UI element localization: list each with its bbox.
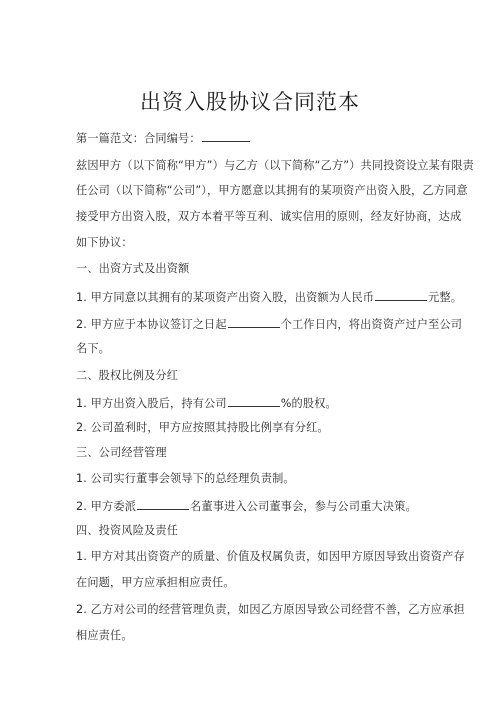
clause-3-1: 1. 公司实行董事会领导下的总经理负责制。 [76,472,295,485]
clause-4-1: 1. 甲方对其出资资产的质量、价值及权属负责，如因甲方原因导致出资资产存 [76,550,465,563]
days-blank [228,316,280,328]
amount-blank [375,289,427,301]
document-title: 出资入股协议合同范本 [140,90,360,114]
clause-text: 2. 甲方委派 [76,500,137,513]
section-heading-2: 二、股权比例及分红 [76,369,179,382]
share-percent-blank [228,395,280,407]
clause-2-2: 2. 公司盈利时，甲方应按照其持股比例享有分红。 [76,421,329,434]
clause-1-2-cont: 名下。 [76,342,111,355]
clause-text: 个工作日内，将出资资产过户至公司 [280,318,463,331]
clause-text: 2. 甲方应于本协议签订之日起 [76,318,227,331]
clause-text: 1. 甲方同意以其拥有的某项资产出资入股，出资额为人民币 [76,291,375,304]
clause-4-2-cont: 相应责任。 [76,629,133,642]
clause-2-1 [76,395,440,411]
section-heading-4: 四、投资风险及责任 [76,524,179,537]
clause-3-2 [76,498,440,514]
clause-text: 1. 甲方出资入股后，持有公司 [76,397,227,410]
clause-4-1-cont: 在问题，甲方应承担相应责任。 [76,576,235,589]
preamble-line-4: 如下协议： [76,236,133,249]
clause-text: 名董事进入公司董事会，参与公司重大决策。 [190,500,417,513]
preamble-line-1: 兹因甲方（以下简称“甲方”）与乙方（以下简称“乙方”）共同投资设立某有限责 [76,159,474,172]
director-count-blank [137,498,189,510]
section-heading-1: 一、出资方式及出资额 [76,262,190,275]
contract-number-blank [202,130,250,142]
intro-text: 第一篇范文：合同编号： [76,132,201,145]
section-heading-3: 三、公司经营管理 [76,446,167,459]
clause-1-2 [76,316,463,332]
clause-4-2: 2. 乙方对公司的经营管理负责，如因乙方原因导致公司经营不善，乙方应承担 [76,603,465,616]
clause-1-1 [76,289,463,305]
intro-line [76,130,440,146]
preamble-line-2: 任公司（以下简称“公司”），甲方愿意以其拥有的某项资产出资入股，乙方同意 [76,184,468,197]
clause-text: 元整。 [428,291,463,304]
preamble-line-3: 接受甲方出资入股，双方本着平等互利、诚实信用的原则，经友好协商，达成 [76,210,462,223]
clause-text: %的股权。 [280,397,337,410]
